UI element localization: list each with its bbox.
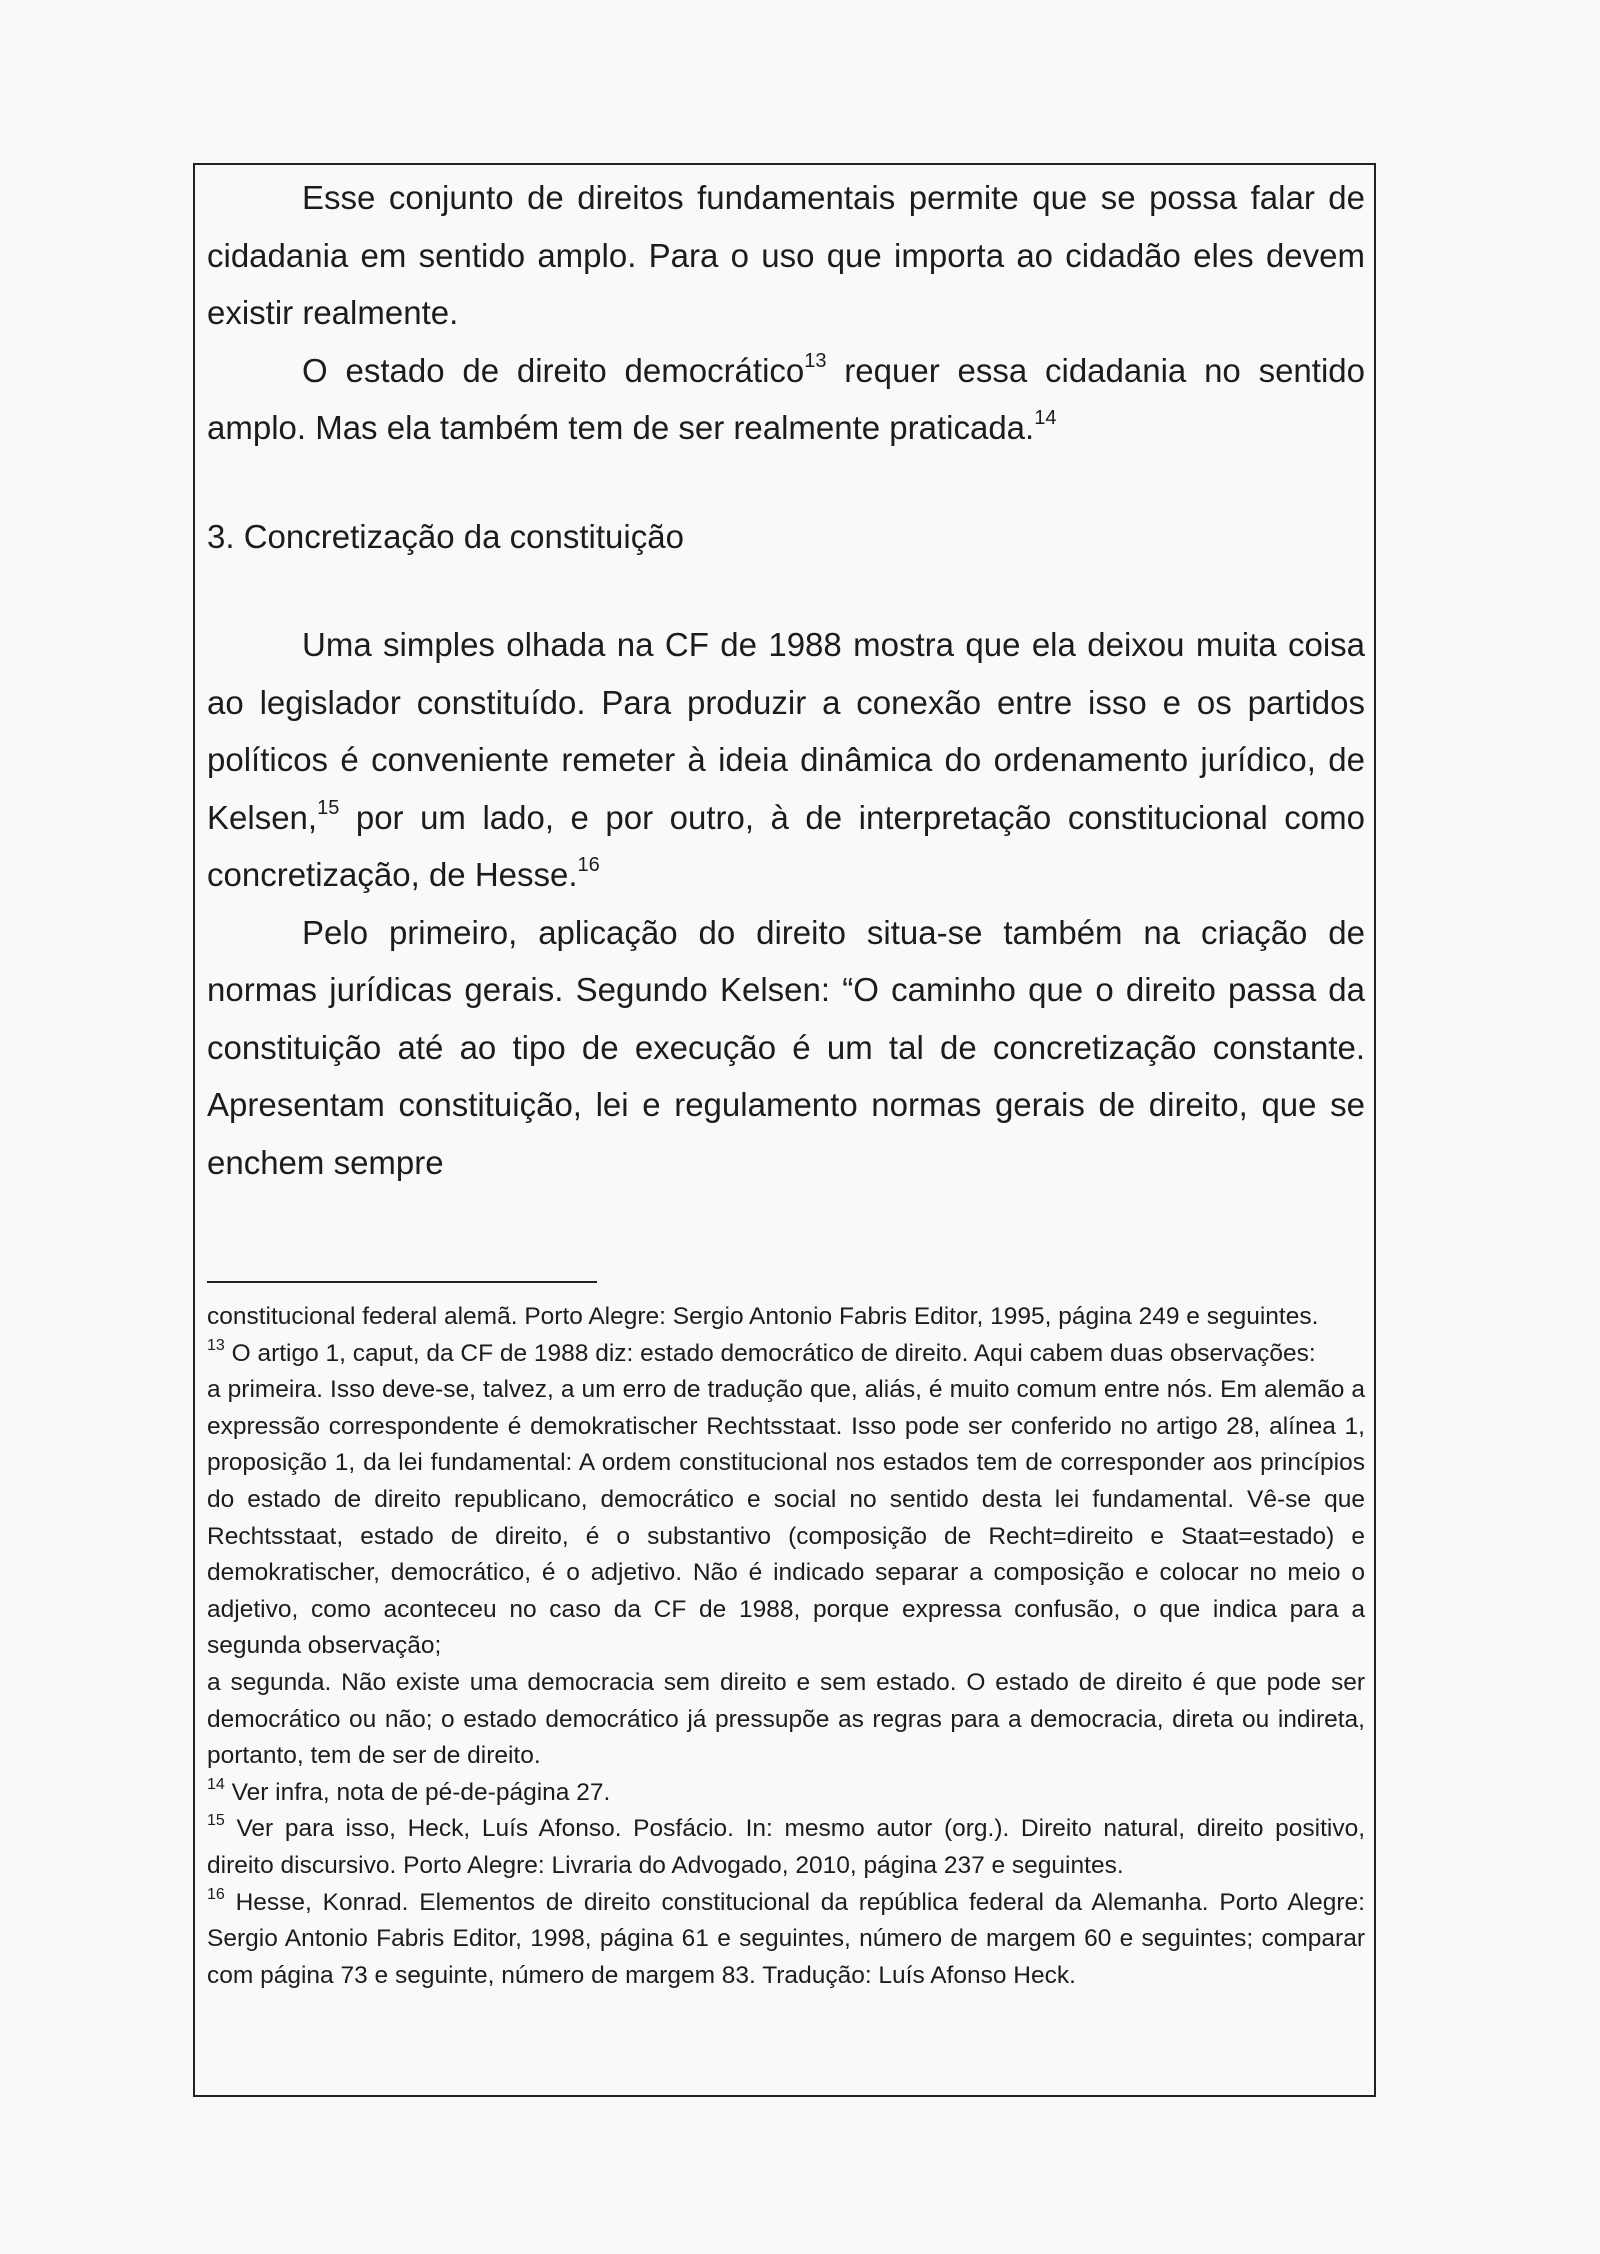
footnote-separator bbox=[207, 1281, 597, 1283]
footnote-text: Ver para isso, Heck, Luís Afonso. Posfácio. In: mesmo autor (org.). Direito natural, direito positivo, direito discursivo. Porto Alegre: Livraria do Advogado, 2010, página 237 e seguintes. bbox=[207, 1815, 1365, 1879]
paragraph-kelsen bbox=[207, 904, 1365, 1192]
footnote-15 bbox=[207, 1811, 1365, 1884]
paragraph-cidadania bbox=[207, 169, 1365, 342]
section-title: 3. Concretização da constituição bbox=[207, 517, 684, 555]
footnote-ref-13[interactable]: 13 bbox=[804, 349, 827, 372]
footnote-13-part-3: a segunda. Não existe uma democracia sem direito e sem estado. O estado de direito é que pode ser democrático ou não; o estado democrático já pressupõe as regras para a democracia, direta ou indireta, portanto, tem de ser de direito. bbox=[207, 1668, 1365, 1770]
footnote-number: 16 bbox=[207, 1885, 225, 1903]
body-text bbox=[207, 169, 1365, 1191]
paragraph-cf-1988 bbox=[207, 616, 1365, 904]
paragraph-text: por um lado, e por outro, à de interpretação constitucional como concretização, de Hesse. bbox=[207, 798, 1365, 893]
footnote-13 bbox=[207, 1336, 1365, 1373]
footnote-number: 14 bbox=[207, 1775, 225, 1793]
paragraph-text: Uma simples olhada na CF de 1988 mostra que ela deixou muita coisa ao legislador constituído. Para produzir a conexão entre isso e os partidos políticos é conveniente remeter à ideia dinâmica do ordenamento jurídico, de Kelsen, bbox=[207, 626, 1365, 836]
footnotes bbox=[207, 1299, 1365, 1994]
footnote-text: Ver infra, nota de pé-de-página 27. bbox=[224, 1778, 611, 1806]
footnote-text: Hesse, Konrad. Elementos de direito constitucional da república federal da Alemanha. Porto Alegre: Sergio Antonio Fabris Editor, 1998, página 61 e seguintes, número de margem 60 e seguintes; comparar com página 73 e seguinte, número de margem 83. Tradução: Luís Afonso Heck. bbox=[207, 1888, 1365, 1989]
paragraph-text: Pelo primeiro, aplicação do direito situa-se também na criação de normas jurídicas gerais. Segundo Kelsen: “O caminho que o direito passa da constituição até ao tipo de execução é um tal de concretização constante. Apresentam constituição, lei e regulamento normas gerais de direito, que se enchem sempre bbox=[207, 913, 1365, 1181]
footnote-ref-16[interactable]: 16 bbox=[577, 854, 600, 876]
footnote-number: 13 bbox=[207, 1336, 225, 1354]
footnote-number: 15 bbox=[207, 1812, 225, 1830]
paragraph-text: Esse conjunto de direitos fundamentais permite que se possa falar de cidadania em sentido amplo. Para o uso que importa ao cidadão eles devem existir realmente. bbox=[207, 179, 1365, 331]
page-frame bbox=[193, 163, 1376, 2097]
footnote-ref-14[interactable]: 14 bbox=[1034, 407, 1057, 429]
footnote-16 bbox=[207, 1885, 1365, 1995]
paragraph-text: requer essa cidadania no sentido amplo. Mas ela também tem de ser realmente praticada. bbox=[207, 351, 1365, 446]
footnote-text: O artigo 1, caput, da CF de 1988 diz: estado democrático de direito. Aqui cabem duas observações: bbox=[224, 1339, 1316, 1367]
footnote-13-part-2: a primeira. Isso deve-se, talvez, a um erro de tradução que, aliás, é muito comum entre nós. Em alemão a expressão correspondente é demokratischer Rechtsstaat. Isso pode ser conferido no artigo 28, alínea 1, proposição 1, da lei fundamental: A ordem constitucional nos estados tem de corresponder aos princípios do estado de direito republicano, democrático e social no sentido desta lei fundamental. Vê-se que Rechtsstaat, estado de direito, é o substantivo (composição de Recht=direito e Staat=estado) e demokratischer, democrático, é o adjetivo. Não é indicado separar a composição e colocar no meio o adjetivo, como aconteceu no caso da CF de 1988, porque expressa confusão, o que indica para a segunda observação; bbox=[207, 1376, 1365, 1660]
footnote-ref-15[interactable]: 15 bbox=[317, 796, 340, 819]
footnote-continuation: constitucional federal alemã. Porto Alegre: Sergio Antonio Fabris Editor, 1995, página 249 e seguintes. bbox=[207, 1303, 1319, 1330]
paragraph-text: O estado de direito democrático bbox=[302, 351, 805, 389]
footnote-14 bbox=[207, 1775, 1365, 1812]
paragraph-estado-de-direito bbox=[207, 342, 1365, 457]
